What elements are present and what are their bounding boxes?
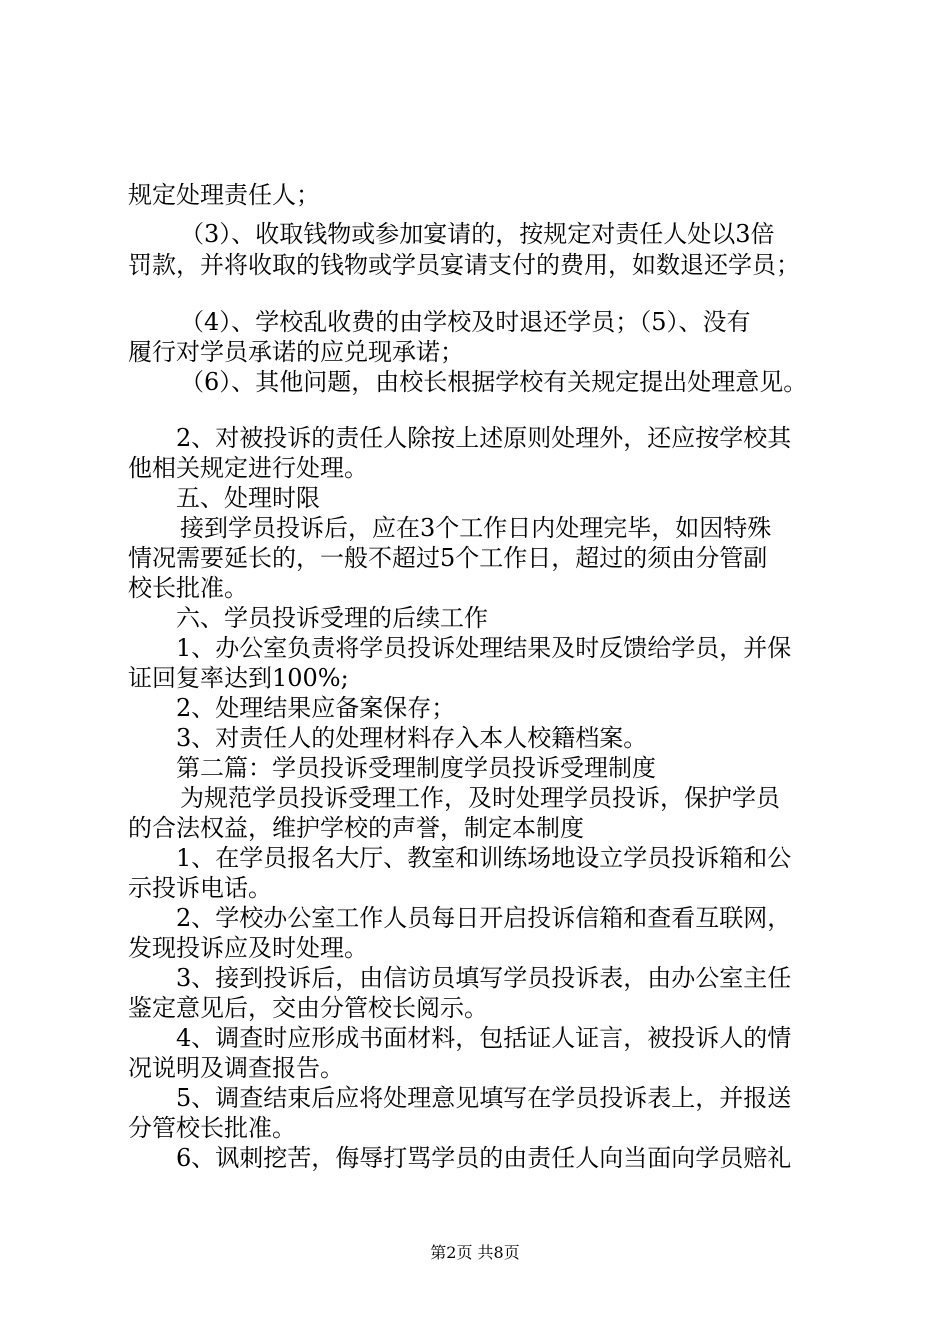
text-line-12: 校长批准。 xyxy=(128,574,248,602)
section-heading-6: 六、学员投诉受理的后续工作 xyxy=(176,604,488,632)
text-line-30: 分管校长批准。 xyxy=(128,1114,296,1142)
text-line-26: 鉴定意见后，交由分管校长阅示。 xyxy=(128,994,488,1022)
section-heading-5: 五、处理时限 xyxy=(176,484,320,512)
text-line-8: 他相关规定进行处理。 xyxy=(128,454,368,482)
text-line-24: 发现投诉应及时处理。 xyxy=(128,934,368,962)
text-line-1: 规定处理责任人； xyxy=(128,181,320,209)
text-line-31: 6、讽刺挖苦，侮辱打骂学员的由责任人向当面向学员赔礼 xyxy=(176,1144,792,1172)
text-line-22: 示投诉电话。 xyxy=(128,874,272,902)
chapter-heading-2: 第二篇：学员投诉受理制度学员投诉受理制度 xyxy=(176,754,656,782)
page-footer: 第2页 共8页 xyxy=(430,1243,520,1262)
text-line-5: 履行对学员承诺的应兑现承诺； xyxy=(128,338,464,366)
text-line-20: 的合法权益，维护学校的声誉，制定本制度 xyxy=(128,814,584,842)
text-line-25: 3、接到投诉后，由信访员填写学员投诉表，由办公室主任 xyxy=(176,964,792,992)
text-line-29: 5、调查结束后应将处理意见填写在学员投诉表上，并报送 xyxy=(176,1084,792,1112)
text-line-16: 2、处理结果应备案保存； xyxy=(176,694,456,722)
text-line-10: 接到学员投诉后，应在3个工作日内处理完毕，如因特殊 xyxy=(180,514,772,542)
text-line-11: 情况需要延长的，一般不超过5个工作日，超过的须由分管副 xyxy=(128,544,768,572)
text-line-7: 2、对被投诉的责任人除按上述原则处理外，还应按学校其 xyxy=(176,424,792,452)
text-line-27: 4、调查时应形成书面材料，包括证人证言，被投诉人的情 xyxy=(176,1024,792,1052)
text-line-2: （3）、收取钱物或参加宴请的，按规定对责任人处以3倍 xyxy=(180,220,775,248)
text-line-14: 1、办公室负责将学员投诉处理结果及时反馈给学员，并保 xyxy=(176,634,792,662)
text-line-15: 证回复率达到100%; xyxy=(128,664,349,692)
text-line-21: 1、在学员报名大厅、教室和训练场地设立学员投诉箱和公 xyxy=(176,844,792,872)
text-line-6: （6）、其他问题，由校长根据学校有关规定提出处理意见。 xyxy=(180,368,808,396)
text-line-4: （4）、学校乱收费的由学校及时退还学员；（5）、没有 xyxy=(180,308,751,336)
text-line-19: 为规范学员投诉受理工作，及时处理学员投诉，保护学员 xyxy=(180,784,780,812)
text-line-17: 3、对责任人的处理材料存入本人校籍档案。 xyxy=(176,724,648,752)
text-line-28: 况说明及调查报告。 xyxy=(128,1054,344,1082)
text-line-23: 2、学校办公室工作人员每日开启投诉信箱和查看互联网， xyxy=(176,904,792,932)
text-line-3: 罚款，并将收取的钱物或学员宴请支付的费用，如数退还学员； xyxy=(128,251,800,279)
